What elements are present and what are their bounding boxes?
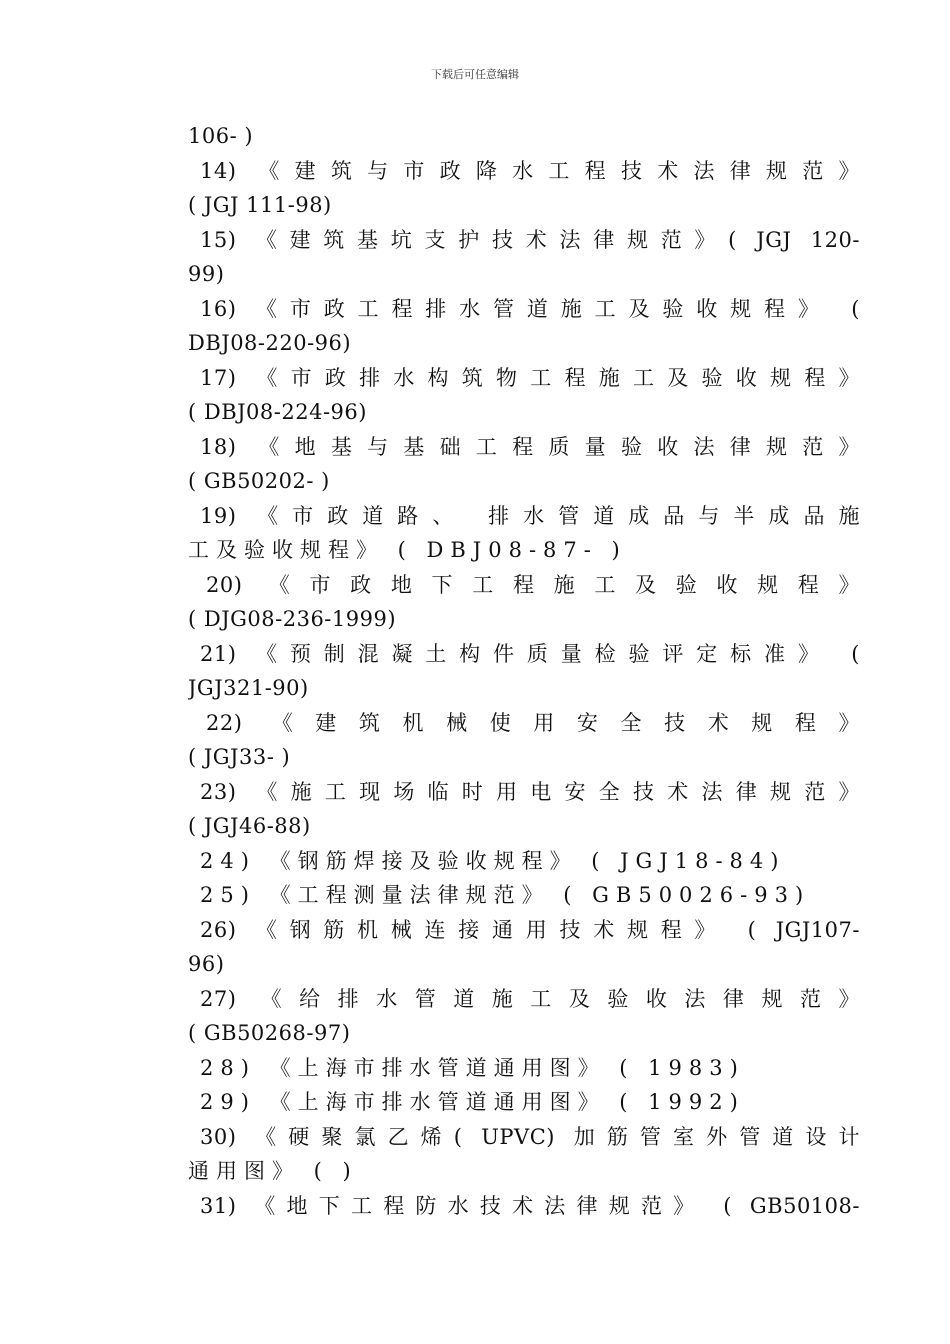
text-line: 27) 《给排水管道施工及验收法律规范》 [200, 986, 860, 1011]
text-line: ( JGJ46-88) [188, 814, 311, 838]
text-line: 20) 《市政地下工程施工及验收规程》 [206, 572, 860, 597]
text-line: DBJ08-220-96) [188, 331, 352, 355]
text-line: ( DBJ08-224-96) [188, 400, 367, 424]
text-line: 25) 《工程测量法律规范》 ( GB50026-93) [200, 883, 811, 907]
text-line: 22) 《建筑机械使用安全技术规程》 [206, 710, 860, 735]
text-line: 99) [188, 262, 225, 286]
text-line: 23) 《施工现场临时用电安全技术法律规范》 [200, 779, 860, 804]
text-line: 通用图》 ( ) [188, 1159, 358, 1183]
text-line: ( JGJ33- ) [188, 745, 291, 769]
text-line: ( DJG08-236-1999) [188, 607, 397, 631]
text-line: ( JGJ 111-98) [188, 193, 332, 217]
standards-list [188, 119, 860, 1223]
text-line: 26) 《钢筋机械连接通用技术规程》 ( JGJ107- [200, 917, 860, 942]
text-line: 21) 《预制混凝土构件质量检验评定标准》 ( [200, 641, 860, 666]
text-line: 工及验收规程》 ( DBJ08-87- ) [188, 538, 627, 562]
text-line: 14) 《建筑与市政降水工程技术法律规范》 [200, 158, 860, 183]
text-line: 29) 《上海市排水管道通用图》 ( 1992) [200, 1090, 745, 1114]
text-line: ( GB50202- ) [188, 469, 330, 493]
text-line: 31) 《地下工程防水技术法律规范》 ( GB50108- [200, 1193, 860, 1218]
text-line: 17) 《市政排水构筑物工程施工及验收规程》 [200, 365, 860, 390]
text-line: 28) 《上海市排水管道通用图》 ( 1983) [200, 1055, 745, 1080]
text-line: 18) 《地基与基础工程质量验收法律规范》 [200, 434, 860, 459]
text-line: 106- ) [188, 124, 254, 148]
text-line: ( GB50268-97) [188, 1021, 351, 1045]
text-line: JGJ321-90) [188, 676, 309, 700]
text-line: 19) 《市政道路、 排水管道成品与半成品施 [200, 503, 860, 528]
text-line: 15) 《建筑基坑支护技术法律规范》( JGJ 120- [200, 227, 860, 252]
text-line: 16) 《市政工程排水管道施工及验收规程》 ( [200, 296, 860, 321]
text-line: 96) [188, 952, 225, 976]
page-header: 下载后可任意编辑 [431, 68, 519, 81]
text-line: 24) 《钢筋焊接及验收规程》 ( JGJ18-84) [200, 848, 786, 873]
text-line: 30) 《硬聚氯乙烯( UPVC) 加筋管室外管道设计 [200, 1124, 860, 1149]
